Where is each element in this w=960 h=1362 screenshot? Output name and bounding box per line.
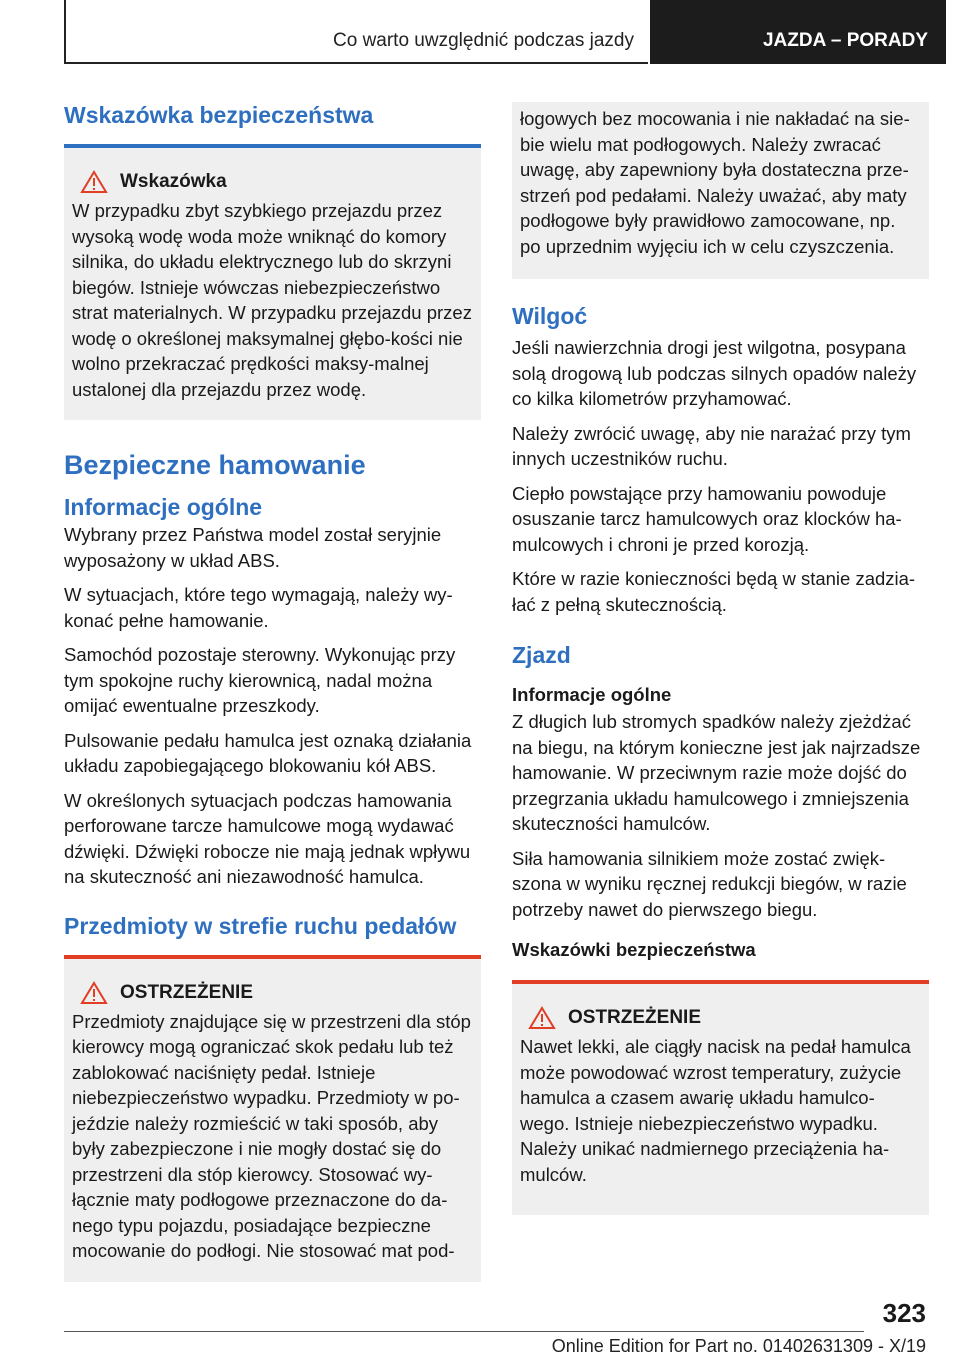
paragraph: Należy zwrócić uwagę, aby nie narażać przy tym innych uczestników ruchu. [512,422,911,469]
heading-safety-note: Wskazówka bezpieczeństwa [64,102,374,128]
note-box [64,148,481,420]
warning-box [64,959,481,1282]
warning-box [512,984,929,1215]
warning-triangle-icon [528,1006,556,1030]
paragraph: W określonych sytuacjach podczas hamowania perforowane tarcze hamulcowe mogą wydawać dźwięki. Dźwięki robocze nie mają jednak wpływu na skuteczność ani niezawodność hamulca. [64,789,471,887]
warning-text: Przedmioty znajdujące się w przestrzeni dla stóp kierowcy mogą ograniczać skok pedału lub też zablokować naciśnięty pedał. Istnieje niebezpieczeństwo wypadku. Przedmioty w po-jeździe należy rozmieścić w taki sposób, aby były zabezpieczone i nie mogły dostać się do przestrzeni dla stóp kierowcy. Stosować wy-łącznie maty podłogowe przeznaczone do da-nego typu pojazdu, posiadające bezpieczne mocowanie do podłogi. Nie stosować mat pod- [72,1010,471,1261]
heading-general-info: Informacje ogólne [64,494,263,520]
heading-moisture: Wilgoć [512,303,588,329]
right-column [512,102,929,1215]
note-text: W przypadku zbyt szybkiego przejazdu przez wysoką wodę woda może wniknąć do komory silnika, do układu elektrycznego lub do skrzyni biegów. Istnieje wówczas niebezpieczeństwo strat materialnych. W przypadku przejazdu przez wodę o określonej maksymalnej głębo-kości nie wolno przekraczać prędkości maksy-malnej ustalonej dla przejazdu przez wodę. [72,200,472,400]
warning-title-row [520,1006,921,1030]
paragraph: Wybrany przez Państwa model został seryjnie wyposażony w układ ABS. [64,524,442,571]
footer-edition: Online Edition for Part no. 01402631309 - X/19 [551,1336,926,1356]
warning-text-continued: łogowych bez mocowania i nie nakładać na sie-bie wielu mat podłogowych. Należy zwracać uwagę, aby zapewniony była dostateczna prze-strzeń pod pedałami. Należy uważać, aby maty podłogowe były prawidłowo zamocowane, np. po uprzednim wyjęciu ich w celu czyszczenia. [520,108,910,257]
paragraph: Samochód pozostaje sterowny. Wykonując przy tym spokojne ruchy kierownicą, nadal można omijać ewentualne przeszkody. [64,644,456,716]
paragraph: Siła hamowania silnikiem może zostać zwięk-szona w wyniku ręcznej redukcji biegów, w razie potrzeby nawet do pierwszego biegu. [512,847,907,920]
header-section-title: Co warto uwzględnić podczas jazdy [333,30,634,51]
left-column [64,100,481,1282]
paragraph: Z długich lub stromych spadków należy zjeżdżać na biegu, na którym konieczne jest jak najrzadsze hamowanie. W przeciwnym razie może dojść do przegrzania układu hamulcowego i zmniejszenia skuteczności hamulców. [512,711,921,834]
header-chapter-tab: JAZDA – PORADY [650,0,946,64]
footer-divider [64,1331,864,1332]
subheading-safety-tips: Wskazówki bezpieczeństwa [512,939,756,960]
paragraph: Ciepło powstające przy hamowaniu powoduje osuszanie tarcz hamulcowych oraz klocków ha-mulcowych i chroni je przed korozją. [512,482,902,555]
page-number: 323 [882,1298,926,1328]
paragraph: W sytuacjach, które tego wymagają, należy wy-konać pełne hamowanie. [64,584,453,631]
heading-pedal-objects: Przedmioty w strefie ruchu pedałów [64,912,457,939]
warning-title: OSTRZEŻENIE [568,1007,702,1028]
warning-triangle-icon [80,981,108,1005]
subheading-general-info: Informacje ogólne [512,684,672,705]
note-title: Wskazówka [120,171,227,192]
paragraph: Pulsowanie pedału hamulca jest oznaką działania układu zapobiegającego blokowaniu kół ABS. [64,729,472,776]
warning-box-continued [512,102,929,279]
paragraph: Jeśli nawierzchnia drogi jest wilgotna, posypana solą drogową lub podczas silnych opadów należy co kilka kilometrów przyhamować. [512,337,917,409]
warning-text: Nawet lekki, ale ciągły nacisk na pedał hamulca może powodować wzrost temperatury, zużycie hamulca a czasem awarię układu hamulco-wego. Istnieje niebezpieczeństwo wypadku. Należy unikać nadmiernego przeciążenia ha-mulców. [520,1036,911,1185]
heading-safe-braking: Bezpieczne hamowanie [64,450,366,480]
heading-descent: Zjazd [512,642,571,668]
note-title-row [72,170,473,194]
paragraph: Które w razie konieczności będą w stanie zadzia-łać z pełną skutecznością. [512,568,916,615]
warning-title: OSTRZEŻENIE [120,981,254,1003]
warning-triangle-icon [80,170,108,194]
warning-title-row [72,981,473,1005]
